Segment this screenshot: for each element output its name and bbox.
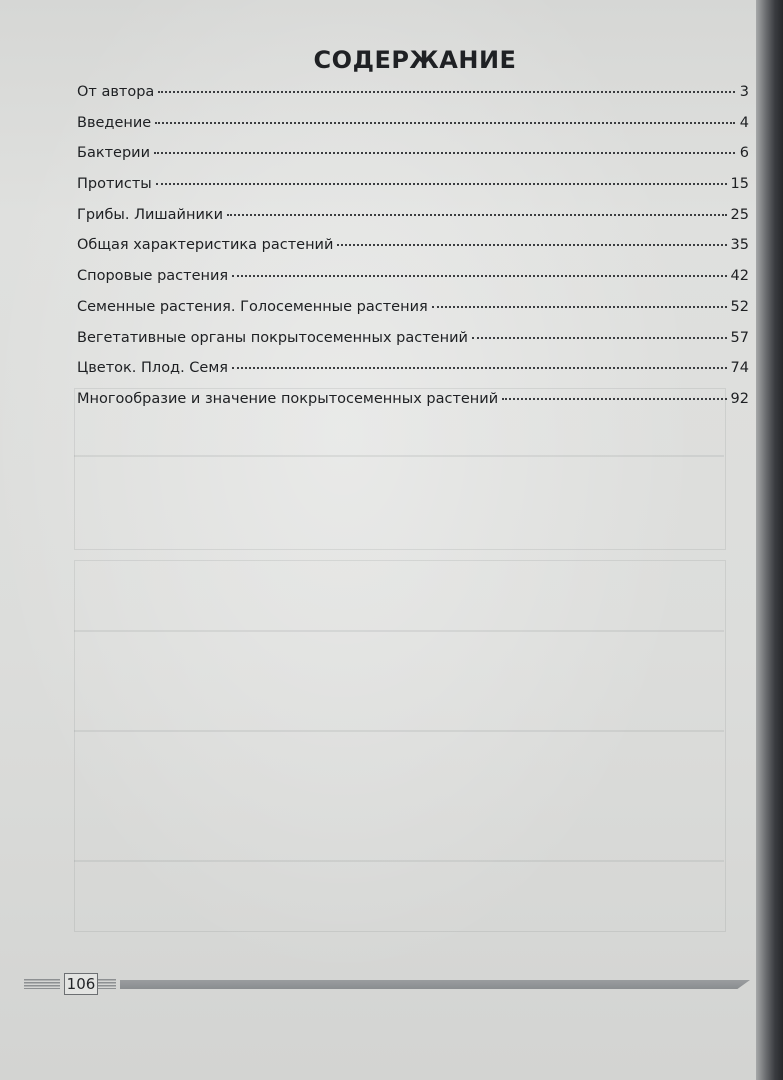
dot-leader	[156, 183, 727, 185]
toc-entry-title: Споровые растения	[77, 268, 229, 285]
toc-entry-page: 92	[730, 390, 749, 407]
table-of-contents	[77, 84, 749, 422]
dot-leader	[472, 337, 727, 339]
toc-entry-page: 15	[730, 176, 749, 193]
toc-entry-page: 4	[739, 114, 749, 131]
toc-entry-title: Многообразие и значение покрытосеменных растений	[77, 390, 499, 407]
show-through-rule	[74, 455, 724, 457]
toc-entry-page: 42	[730, 268, 749, 285]
toc-entry-title: Протисты	[77, 176, 152, 193]
show-through-rule	[74, 730, 724, 732]
toc-entry-title: Семенные растения. Голосеменные растения	[77, 298, 428, 315]
toc-entry-page: 3	[739, 84, 749, 100]
toc-entry	[77, 237, 749, 268]
toc-entry-title: Общая характеристика растений	[77, 237, 334, 254]
toc-entry-title: Цветок. Плод. Семя	[77, 360, 229, 377]
show-through-rule	[74, 860, 724, 862]
dot-leader	[432, 306, 727, 308]
dot-leader	[337, 244, 726, 246]
toc-entry	[77, 115, 749, 146]
dot-leader	[232, 367, 727, 369]
toc-entry-page: 74	[730, 360, 749, 377]
footer-stripes	[24, 979, 60, 989]
dot-leader	[227, 214, 726, 216]
toc-entry-title: Введение	[77, 114, 152, 131]
toc-entry-title: Вегетативные органы покрытосеменных растений	[77, 329, 468, 346]
toc-entry-page: 6	[739, 145, 749, 162]
footer-bar	[120, 980, 750, 989]
toc-entry	[77, 360, 749, 391]
toc-entry	[77, 176, 749, 207]
toc-entry-page: 25	[730, 206, 749, 223]
toc-entry	[77, 268, 749, 299]
dot-leader	[158, 91, 735, 93]
toc-entry-page: 57	[730, 329, 749, 346]
toc-entry	[77, 84, 749, 115]
page-footer	[24, 968, 750, 998]
toc-entry	[77, 299, 749, 330]
dot-leader	[502, 398, 726, 400]
dot-leader	[154, 152, 735, 154]
toc-entry-title: Грибы. Лишайники	[77, 206, 224, 223]
dot-leader	[232, 275, 726, 277]
page-title: СОДЕРЖАНИЕ	[313, 46, 517, 74]
toc-entry	[77, 330, 749, 361]
toc-entry	[77, 145, 749, 176]
show-through-table-lower	[74, 560, 726, 932]
page-number: 106	[64, 973, 98, 995]
show-through-rule	[74, 630, 724, 632]
footer-stripes	[98, 979, 116, 989]
toc-entry	[77, 391, 749, 422]
toc-entry-page: 35	[730, 237, 749, 254]
toc-entry	[77, 207, 749, 238]
dot-leader	[155, 122, 735, 124]
book-page-edge	[756, 0, 783, 1080]
toc-entry-page: 52	[730, 298, 749, 315]
toc-entry-title: Бактерии	[77, 145, 151, 162]
toc-entry-title: От автора	[77, 84, 155, 100]
